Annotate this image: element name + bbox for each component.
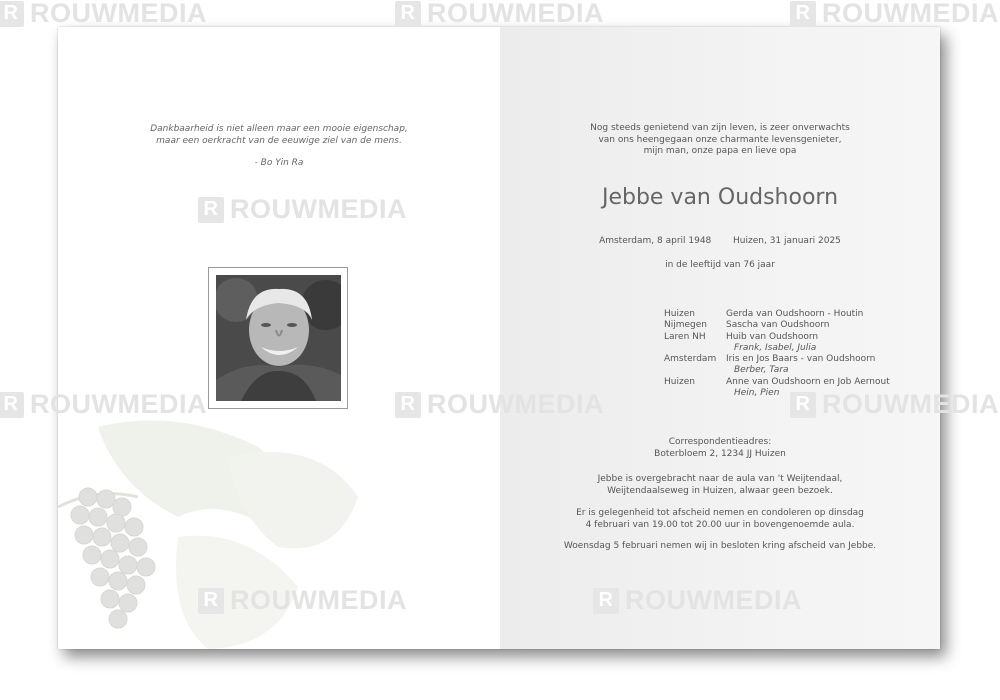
family-row bbox=[664, 332, 890, 343]
age-info: in de leeftijd van 76 jaar bbox=[665, 260, 775, 270]
birth-info: Amsterdam, 8 april 1948 bbox=[599, 236, 712, 246]
watermark-logo: R bbox=[198, 588, 224, 614]
family-row bbox=[664, 377, 890, 388]
portrait-photo bbox=[216, 275, 341, 401]
info-line: Er is gelegenheid tot afscheid nemen en condoleren op dinsdag bbox=[576, 508, 864, 518]
info-line: Jebbe is overgebracht naar de aula van 't Weijtendaal, bbox=[597, 474, 843, 484]
family-name: Iris en Jos Baars - van Oudshoorn bbox=[726, 354, 876, 365]
quote-line: Dankbaarheid is niet alleen maar een mooie eigenschap, bbox=[150, 124, 408, 134]
watermark-text: ROUWMEDIA bbox=[625, 585, 802, 615]
grapes-illustration bbox=[58, 417, 500, 649]
intro-text bbox=[500, 123, 940, 158]
family-name: Gerda van Oudshoorn - Houtin bbox=[726, 309, 864, 319]
watermark-logo: R bbox=[593, 588, 619, 614]
family-children: Hein, Pien bbox=[734, 388, 780, 399]
quote-author: - Bo Yin Ra bbox=[254, 158, 304, 168]
family-row bbox=[664, 309, 890, 320]
intro-line: van ons heengegaan onze charmante levensgenieter, bbox=[598, 134, 842, 145]
watermark-logo: R bbox=[790, 1, 816, 27]
life-dates bbox=[500, 236, 940, 248]
correspondence-label: Correspondentieadres: bbox=[668, 437, 772, 447]
info-block-1 bbox=[500, 474, 940, 497]
family-row bbox=[664, 354, 890, 365]
watermark-text: ROUWMEDIA bbox=[230, 585, 407, 615]
info-block-3: Woensdag 5 februari nemen wij in besloten kring afscheid van Jebbe. bbox=[563, 541, 877, 551]
family-place: Huizen bbox=[664, 376, 695, 387]
quote bbox=[58, 123, 500, 147]
family-place: Laren NH bbox=[664, 331, 706, 342]
portrait-frame bbox=[208, 267, 348, 409]
watermark-text: ROUWMEDIA bbox=[30, 389, 207, 419]
family-children: Berber, Tara bbox=[734, 365, 789, 376]
family-name: Sascha van Oudshoorn bbox=[726, 320, 830, 331]
info-block-2 bbox=[500, 508, 940, 531]
family-list bbox=[664, 309, 890, 399]
watermark bbox=[395, 0, 604, 29]
info-line: 4 februari van 19.00 tot 20.00 uur in bovengenoemde aula. bbox=[585, 519, 855, 530]
watermark-text: ROUWMEDIA bbox=[822, 0, 999, 28]
watermark-logo: R bbox=[198, 197, 224, 223]
watermark-text: ROUWMEDIA bbox=[230, 194, 407, 224]
deceased-name: Jebbe van Oudshoorn bbox=[601, 185, 839, 210]
watermark-text: ROUWMEDIA bbox=[427, 389, 604, 419]
family-place: Huizen bbox=[664, 309, 695, 319]
watermark-logo: R bbox=[790, 392, 816, 418]
watermark bbox=[790, 0, 999, 29]
quote-line: maar een oerkracht van de eeuwige ziel van de mens. bbox=[156, 136, 402, 146]
intro-line: Nog steeds genietend van zijn leven, is zeer onverwachts bbox=[590, 123, 850, 133]
family-row bbox=[664, 320, 890, 331]
info-line: Weijtendaalseweg in Huizen, alwaar geen bezoek. bbox=[607, 485, 833, 496]
watermark-logo: R bbox=[395, 1, 421, 27]
watermark-text: ROUWMEDIA bbox=[427, 0, 604, 28]
intro-line: mijn man, onze papa en lieve opa bbox=[643, 146, 797, 156]
watermark-text: ROUWMEDIA bbox=[822, 389, 999, 419]
watermark-logo: R bbox=[0, 1, 24, 27]
watermark-text: ROUWMEDIA bbox=[30, 0, 207, 28]
correspondence-address: Boterbloem 2, 1234 JJ Huizen bbox=[654, 448, 786, 459]
watermark-logo: R bbox=[395, 392, 421, 418]
death-info: Huizen, 31 januari 2025 bbox=[733, 236, 841, 246]
family-name: Anne van Oudshoorn en Job Aernout bbox=[726, 376, 890, 387]
family-name: Huib van Oudshoorn bbox=[726, 331, 819, 342]
family-place: Amsterdam bbox=[664, 354, 717, 365]
correspondence bbox=[500, 437, 940, 460]
family-children: Frank, Isabel, Julia bbox=[734, 342, 817, 353]
watermark-logo: R bbox=[0, 392, 24, 418]
family-place: Nijmegen bbox=[664, 320, 707, 331]
watermark bbox=[0, 0, 207, 29]
card-left-page bbox=[58, 27, 500, 649]
